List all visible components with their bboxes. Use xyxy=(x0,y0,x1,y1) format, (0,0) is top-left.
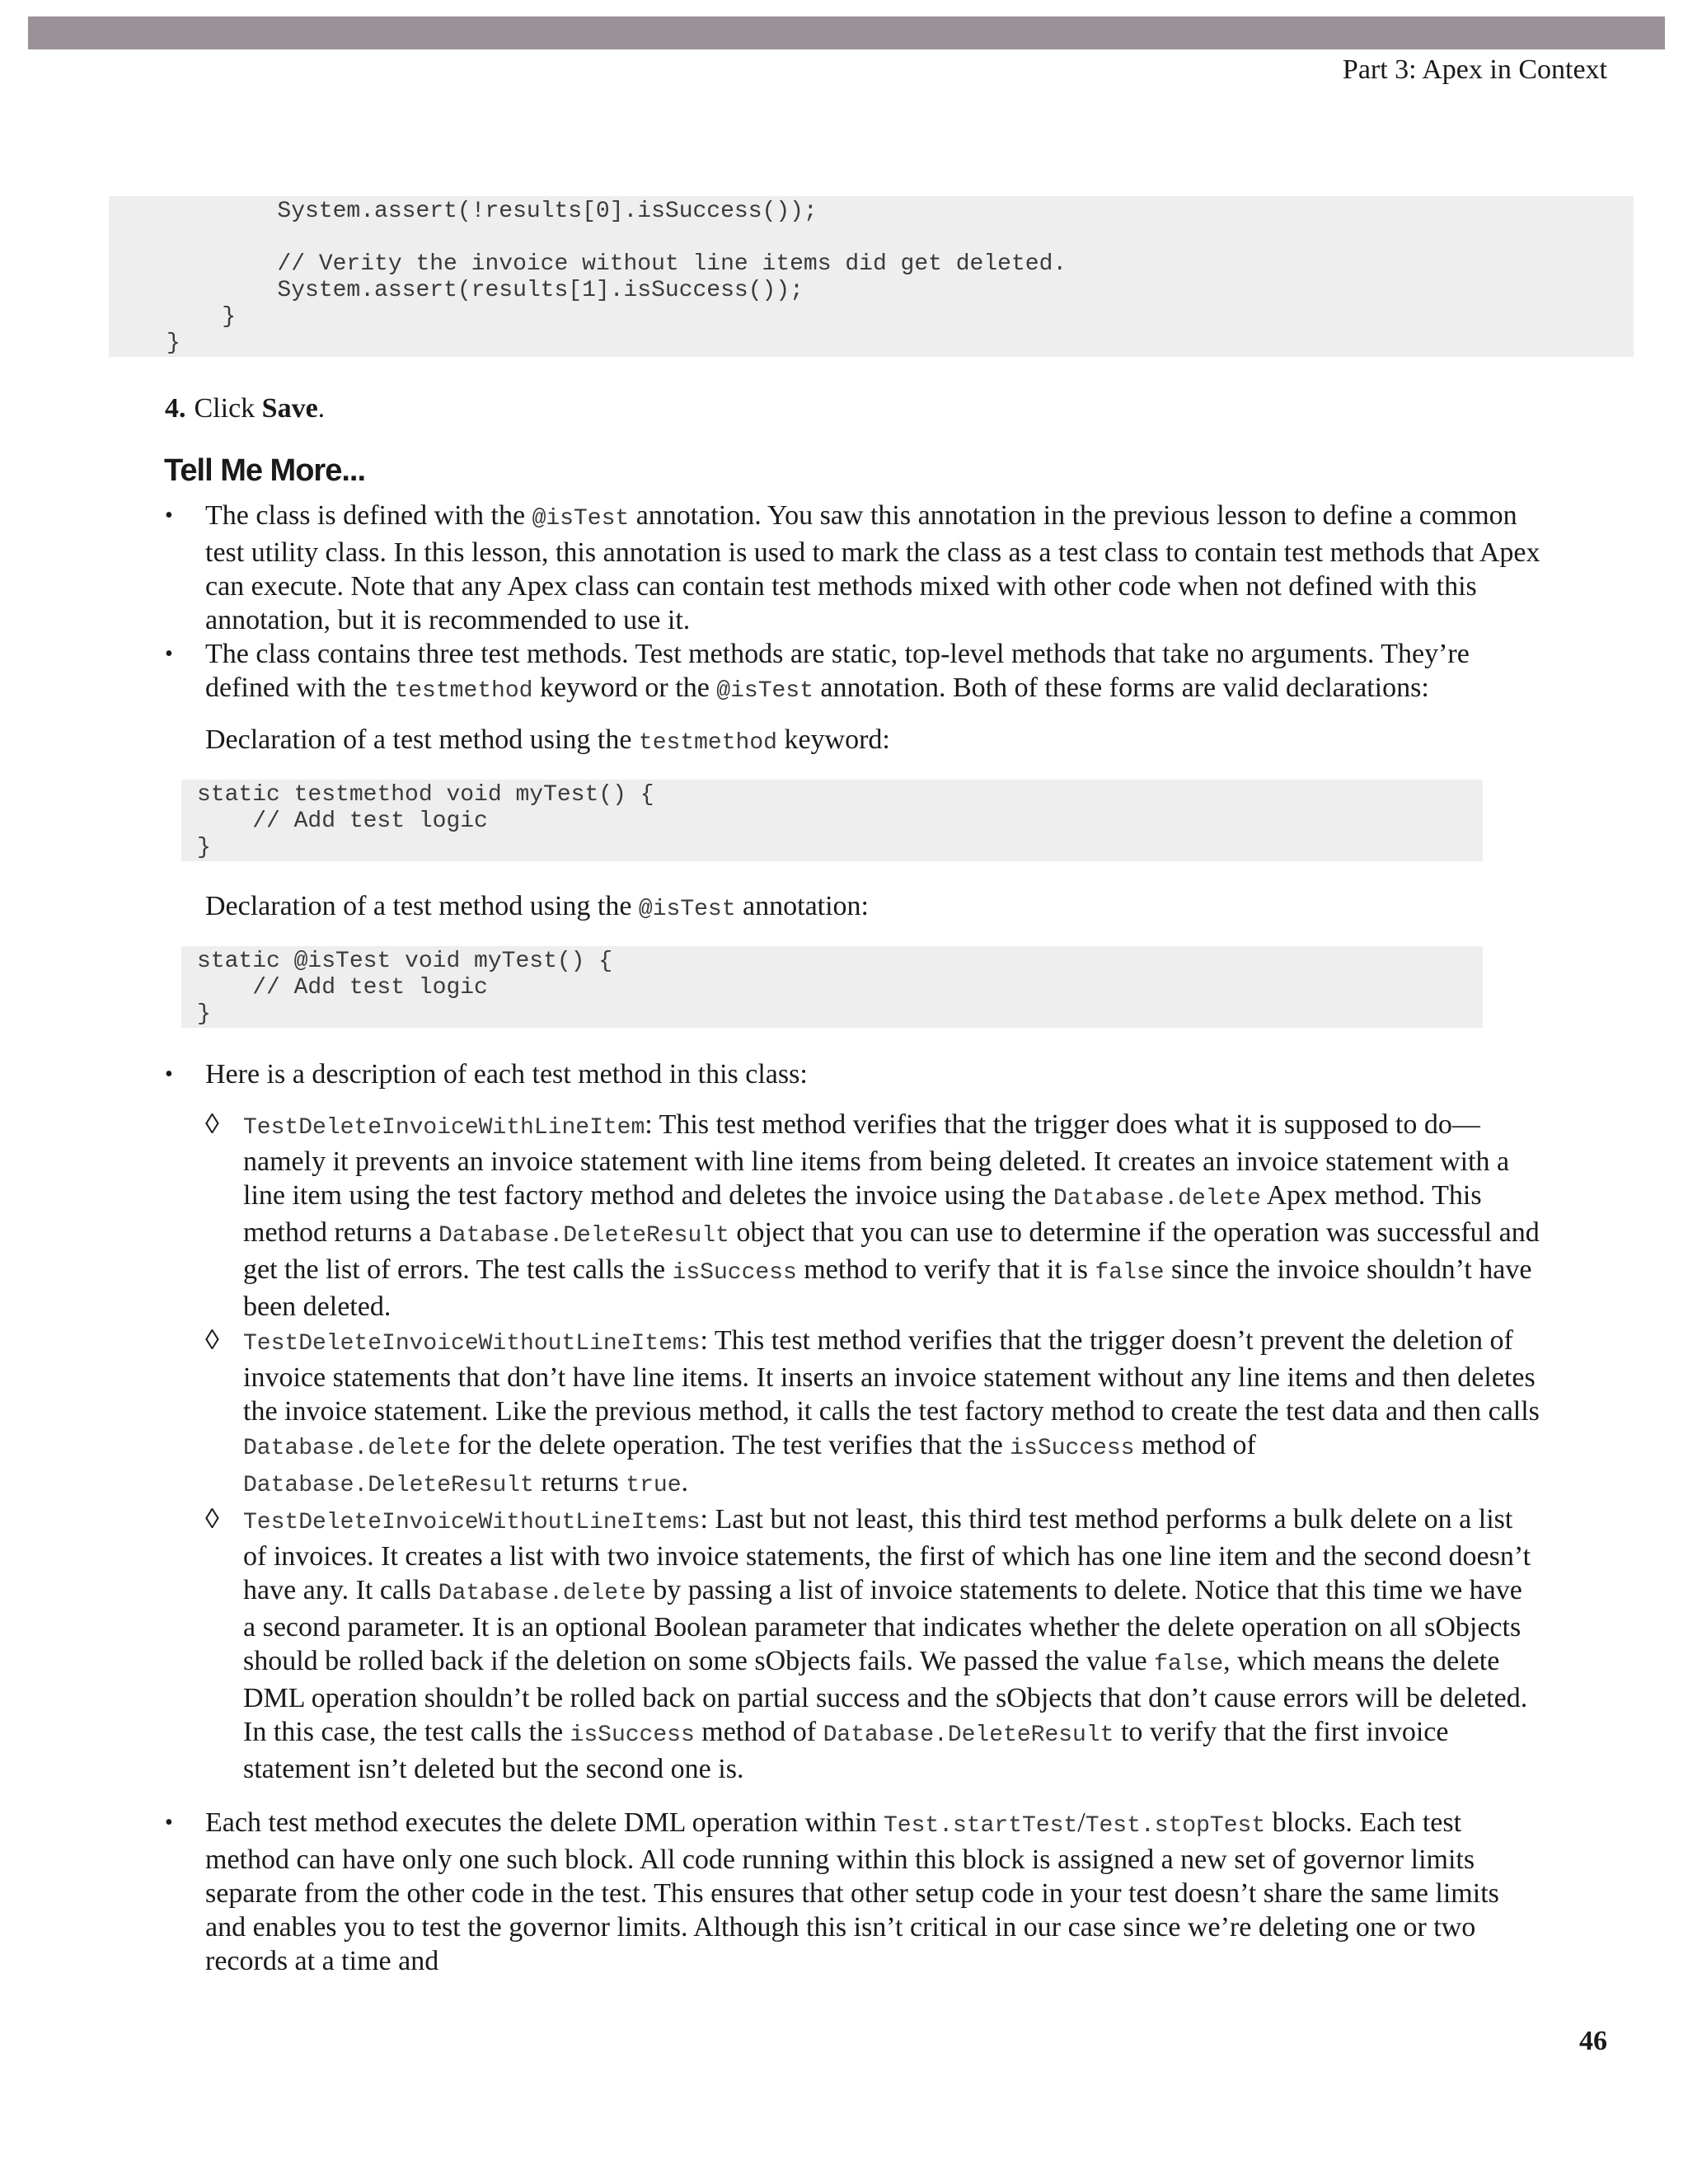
bullet-item-method-descriptions: • Here is a description of each test method in this class: ◊ TestDeleteInvoiceWithLineItem: This test method verifies that the trigger does what it is supposed to do—namely it prevents an invoice statement with line items from being deleted. It creates an invoice statement with a line item using the test factory method and deletes the invoice using the Database.delete Apex method. This method returns a Database.DeleteResult object that you can use to determine if the operation was successful and get the list of errors. The test calls the isSuccess method to verify that it is false since the invoice shouldn’t have been deleted. ◊ TestDeleteInvoiceWithoutLineItems: This test method verifies that the trigger doesn’t prevent the deletion of invoice statements that don’t have line items. It inserts an invoice statement without any line items and then deletes the invoice statement. Like the previous method, it calls the test factory method to create the test data and then calls Database.delete for the delete operation. The test verifies that the isSuccess method of Database.DeleteResult returns true. ◊ TestDeleteInvoiceWithoutLineItems: Last but not least, this third test method performs a bulk delete on a list of invoices. It creates a list with two invoice statements, the first of which has one line item and the second doesn’t have any. It calls Database.delete by passing a list of invoice statements to delete. Notice that this time we have a second parameter. It is an optional Boolean parameter that indicates whether the delete operation on all sObjects should be rolled back if the deletion on some sObjects fails. We passed the value false, which means the delete DML operation shouldn’t be rolled back on partial success and the sObjects that don’t cause errors will be deleted. In this case, the test calls the isSuccess method of Database.DeleteResult to verify that the first invoice statement isn’t deleted but the second one is. xyxy=(165,1057,1541,1786)
code-line: System.assert(results[1].isSuccess()); xyxy=(166,278,804,303)
page-content xyxy=(165,196,1541,1978)
declaration-istest: Declaration of a test method using the @isTest annotation: xyxy=(205,891,869,922)
method-description-bulk-delete: ◊ TestDeleteInvoiceWithoutLineItems: Last but not least, this third test method performs a bulk delete on a list of invoices. It creates a list with two invoice statements, the first of which has one line item and the second doesn’t have any. It calls Database.delete by passing a list of invoice statements to delete. Notice that this time we have a second parameter. It is an optional Boolean parameter that indicates whether the delete operation on all sObjects should be rolled back if the deletion on some sObjects fails. We passed the value false, which means the delete DML operation shouldn’t be rolled back on partial success and the sObjects that don’t cause errors will be deleted. In this case, the test calls the isSuccess method of Database.DeleteResult to verify that the first invoice statement isn’t deleted but the second one is. xyxy=(205,1502,1541,1786)
bullet-item-start-stop-test: • Each test method executes the delete DML operation within Test.startTest/Test.stopTest blocks. Each test method can have only one such block. All code running within this block is assigned a new set of governor limits separate from the other code in the test. This ensures that other setup code in your test doesn’t share the same limits and enables you to test the governor limits. Although this isn’t critical in our case since we’re deleting one or two records at a time and xyxy=(165,1806,1541,1978)
save-label: Save xyxy=(261,393,318,424)
declaration-testmethod: Declaration of a test method using the testmethod keyword: xyxy=(205,724,890,756)
code-line xyxy=(166,225,1634,251)
method-description-list xyxy=(205,1108,1541,1786)
running-header: Part 3: Apex in Context xyxy=(1342,54,1607,85)
page-number: 46 xyxy=(1579,2026,1607,2056)
code-line: } xyxy=(166,330,181,356)
step-end: . xyxy=(317,393,326,424)
code-line: // Verity the invoice without line items did get deleted. xyxy=(166,251,1067,277)
section-heading: Tell Me More... xyxy=(164,453,366,488)
code-block-istest: static @isTest void myTest() { // Add test logic } xyxy=(181,946,1483,1028)
bullet-list xyxy=(165,499,1541,1978)
step-number: 4. xyxy=(165,393,186,424)
bullet-item-istest-annotation: • The class is defined with the @isTest annotation. You saw this annotation in the previous lesson to define a common test utility class. In this lesson, this annotation is used to mark the class as a test class to contain test methods that Apex can execute. Note that any Apex class can contain test methods mixed with other code when not defined with this annotation, but it is recommended to use it. xyxy=(165,499,1541,637)
header-bar xyxy=(28,16,1665,49)
method-description-with-line-item: ◊ TestDeleteInvoiceWithLineItem: This test method verifies that the trigger does what it is supposed to do—namely it prevents an invoice statement with line items from being deleted. It creates an invoice statement with a line item using the test factory method and deletes the invoice using the Database.delete Apex method. This method returns a Database.DeleteResult object that you can use to determine if the operation was successful and get the list of errors. The test calls the isSuccess method to verify that it is false since the invoice shouldn’t have been deleted. xyxy=(205,1108,1541,1324)
step-text: Click xyxy=(194,393,262,424)
step-4 xyxy=(165,391,1541,425)
code-block-top xyxy=(109,196,1634,357)
code-line: System.assert(!results[0].isSuccess()); xyxy=(166,199,818,224)
bullet-item-test-methods: • The class contains three test methods. Test methods are static, top-level methods that take no arguments. They’re defined with the testmethod keyword or the @isTest annotation. Both of these forms are valid declarations: Declaration of a test method using the testmethod keyword: static testmethod void myTest() { // Add test logic } Declaration of a test method using the @isTest annotation: static @isTest void myTest() { // Add test logic } xyxy=(165,637,1541,1028)
code-block-testmethod: static testmethod void myTest() { // Add test logic } xyxy=(181,780,1483,861)
code-line: } xyxy=(166,304,237,330)
method-description-without-line-items: ◊ TestDeleteInvoiceWithoutLineItems: This test method verifies that the trigger doesn’t prevent the deletion of invoice statements that don’t have line items. It inserts an invoice statement without any line items and then deletes the invoice statement. Like the previous method, it calls the test factory method to create the test data and then calls Database.delete for the delete operation. The test verifies that the isSuccess method of Database.DeleteResult returns true. xyxy=(205,1324,1541,1502)
